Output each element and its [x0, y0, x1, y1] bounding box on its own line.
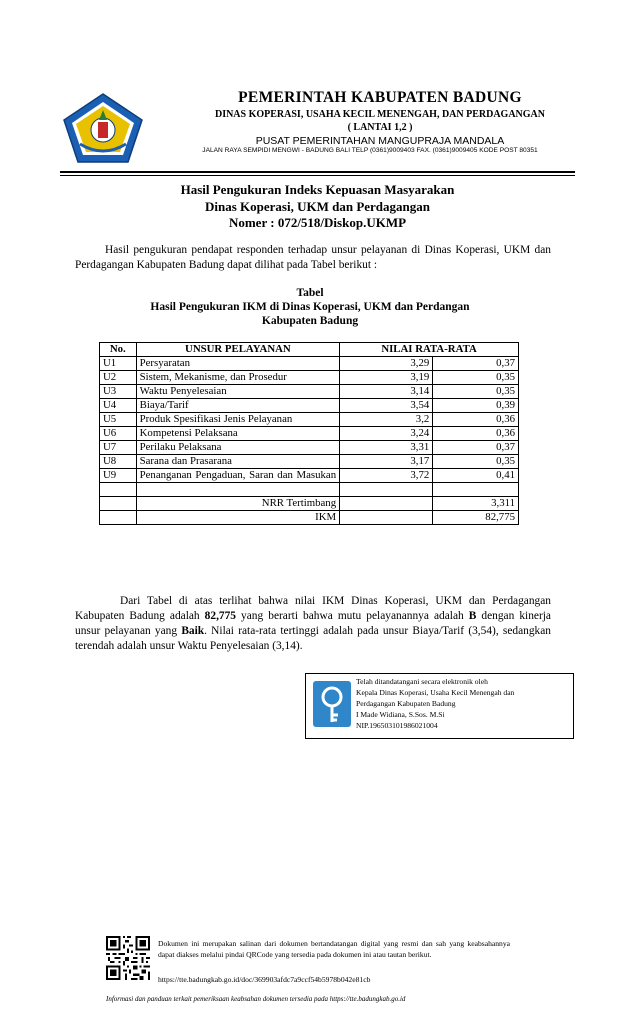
document-title: Hasil Pengukuran Indeks Kepuasan Masyarakan [180, 182, 455, 197]
row-weighted: 0,35 [433, 385, 519, 399]
header-unsur: UNSUR PELAYANAN [136, 343, 339, 357]
table-row [100, 385, 519, 399]
signature-line: Telah ditandatangani secara elektronik oleh [356, 677, 488, 686]
empty-cell [100, 497, 137, 511]
digital-signature-key-icon [312, 680, 352, 728]
conclusion-text: Dari Tabel di atas terlihat bahwa nilai IKM Dinas Koperasi, UKM dan Perdagangan Kabupaten Badung adalah [75, 595, 551, 622]
nrr-label: NRR Tertimbang [136, 497, 339, 511]
conclusion-text: . Nilai rata-rata tertinggi adalah pada unsur Biaya/Tarif (3,54), sedangkan terendah adalah unsur Waktu Penyelesaian (3,14). [75, 625, 551, 652]
ikm-label: IKM [136, 511, 339, 525]
row-no: U7 [100, 441, 137, 455]
table-caption-title: Hasil Pengukuran IKM di Dinas Koperasi, UKM dan Perdangan [150, 301, 470, 313]
conclusion-text: yang berarti bahwa mutu pelayanannya adalah [236, 610, 469, 622]
row-weighted: 0,36 [433, 413, 519, 427]
row-no: U4 [100, 399, 137, 413]
row-weighted: 0,41 [433, 469, 519, 483]
ikm-row [100, 511, 519, 525]
government-name: PEMERINTAH KABUPATEN BADUNG [238, 89, 522, 106]
table-row [100, 455, 519, 469]
row-weighted: 0,37 [433, 357, 519, 371]
row-weighted: 0,37 [433, 441, 519, 455]
conclusion-grade: B [468, 610, 477, 622]
row-weighted: 0,36 [433, 427, 519, 441]
row-unsur: Sarana dan Prasarana [136, 455, 339, 469]
row-nilai: 3,24 [340, 427, 433, 441]
row-nilai: 3,17 [340, 455, 433, 469]
empty-cell [340, 511, 433, 525]
row-unsur: Perilaku Pelaksana [136, 441, 339, 455]
document-subtitle: Dinas Koperasi, UKM dan Perdagangan [205, 199, 430, 214]
row-unsur: Sistem, Mekanisme, dan Prosedur [136, 371, 339, 385]
row-unsur: Kompetensi Pelaksana [136, 427, 339, 441]
row-unsur: Persyaratan [136, 357, 339, 371]
empty-cell [340, 497, 433, 511]
conclusion-paragraph [75, 594, 551, 654]
row-nilai: 3,19 [340, 371, 433, 385]
address-line: JALAN RAYA SEMPIDI MENGWI - BADUNG BALI TELP (0361)9009403 FAX. (0361)9009405 KODE POST 80351 [202, 147, 538, 154]
row-nilai: 3,31 [340, 441, 433, 455]
table-caption-subtitle: Kabupaten Badung [261, 315, 359, 327]
government-center: PUSAT PEMERINTAHAN MANGUPRAJA MANDALA [255, 135, 505, 147]
empty-cell [433, 483, 519, 497]
table-row [100, 357, 519, 371]
nrr-row [100, 497, 519, 511]
row-no: U9 [100, 469, 137, 483]
signature-details [356, 676, 571, 731]
row-weighted: 0,35 [433, 371, 519, 385]
empty-cell [100, 483, 137, 497]
signer-name: I Made Widiana, S.Sos. M.Si [356, 710, 445, 719]
ikm-table [99, 342, 519, 525]
footer-notice: Dokumen ini merupakan salinan dari dokumen bertandatangan digital yang resmi dan sah yang keabsahannya dapat diakses melalui pindai QRCode yang tersedia pada dokumen ini atau tautan berikut. [158, 939, 510, 959]
row-weighted: 0,35 [433, 455, 519, 469]
row-unsur: Waktu Penyelesaian [136, 385, 339, 399]
empty-cell [136, 483, 339, 497]
table-row [100, 441, 519, 455]
verification-link[interactable]: https://tte.badungkab.go.id/doc/369903afdc7a9ccf54b5978b042e81cb [158, 975, 371, 984]
conclusion-quality: Baik [181, 625, 205, 637]
row-no: U6 [100, 427, 137, 441]
qr-code-icon[interactable] [106, 936, 150, 980]
table-row [100, 371, 519, 385]
footer-info: Informasi dan panduan terkait pemeriksaan keabsahan dokumen tersedia pada https://tte.badungkab.go.id [106, 995, 406, 1003]
row-nilai: 3,72 [340, 469, 433, 483]
row-nilai: 3,54 [340, 399, 433, 413]
header-nilai: NILAI RATA-RATA [340, 343, 519, 357]
empty-cell [100, 511, 137, 525]
letterhead-divider-thin [60, 175, 575, 176]
floor-info: ( LANTAI 1,2 ) [347, 122, 413, 133]
row-no: U1 [100, 357, 137, 371]
row-no: U2 [100, 371, 137, 385]
signature-line: Perdagangan Kabupaten Badung [356, 699, 456, 708]
row-no: U5 [100, 413, 137, 427]
row-no: U3 [100, 385, 137, 399]
row-unsur: Produk Spesifikasi Jenis Pelayanan [136, 413, 339, 427]
row-unsur: Penanganan Pengaduan, Saran dan Masukan [136, 469, 339, 483]
document-number: Nomer : 072/518/Diskop.UKMP [228, 215, 407, 230]
badung-regency-emblem-icon [62, 92, 144, 164]
letterhead-divider-thick [60, 171, 575, 173]
table-row [100, 427, 519, 441]
ikm-value: 82,775 [433, 511, 519, 525]
table-empty-row [100, 483, 519, 497]
row-unsur: Biaya/Tarif [136, 399, 339, 413]
row-weighted: 0,39 [433, 399, 519, 413]
table-caption-label: Tabel [296, 287, 324, 299]
row-nilai: 3,2 [340, 413, 433, 427]
table-row [100, 469, 519, 483]
table-row [100, 399, 519, 413]
table-header-row [100, 343, 519, 357]
signature-line: Kepala Dinas Koperasi, Usaha Kecil Menengah dan [356, 688, 515, 697]
nrr-value: 3,311 [433, 497, 519, 511]
empty-cell [340, 483, 433, 497]
conclusion-ikm: 82,775 [204, 610, 236, 622]
table-row [100, 413, 519, 427]
row-no: U8 [100, 455, 137, 469]
row-nilai: 3,14 [340, 385, 433, 399]
header-no: No. [100, 343, 137, 357]
intro-paragraph: Hasil pengukuran pendapat responden terhadap unsur pelayanan di Dinas Koperasi, UKM dan Perdagangan Kabupaten Badung dapat dilihat pada Tabel berikut : [75, 244, 551, 271]
signer-nip: NIP.196503101986021004 [356, 721, 438, 730]
row-nilai: 3,29 [340, 357, 433, 371]
conclusion-text: dengan kinerja unsur pelayanan yang [75, 610, 551, 637]
department-name: DINAS KOPERASI, USAHA KECIL MENENGAH, DAN PERDAGANGAN [214, 109, 546, 120]
